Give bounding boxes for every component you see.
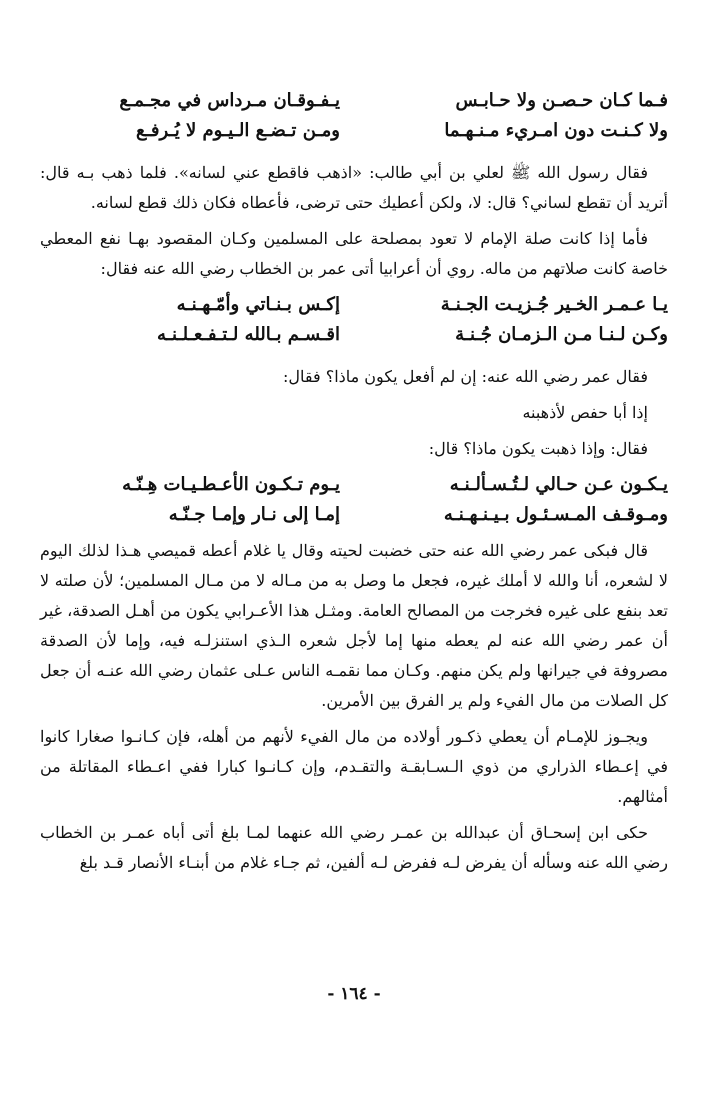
poem-block	[40, 290, 668, 350]
page-body	[40, 86, 668, 878]
verse-first-hemistich: ومـوقـف المـسـئـول بـيـنـهـنـه	[443, 504, 668, 525]
verse-second-hemistich: إكـس بـنـاتي وأمّـهـنـه	[176, 294, 340, 315]
paragraph: فأما إذا كانت صلة الإمام لا تعود بمصلحة على المسلمين وكـان المقصود بهـا نفع المعطي خاصة كانت صلاتهم من ماله. روي أن أعرابيا أتى عمر بن الخطاب رضي الله عنه فقال:	[40, 229, 668, 278]
verse-line	[40, 86, 668, 116]
paragraph: حكى ابن إسحـاق أن عبدالله بن عمـر رضي الله عنهما لمـا بلغ أتى أباه عمـر بن الخطاب رضي الله عنه وسأله أن يفرض لـه ففرض لـه ألفين، ثم جـاء غلام من أبنـاء الأنصار قـد بلغ	[40, 823, 668, 872]
verse-first-hemistich: وكـن لـنـا مـن الـزمـان جُـنـة	[455, 324, 668, 345]
verse-line	[40, 290, 668, 320]
verse-second-hemistich: ومـن تـضـع الـيـوم لا يُـرفـع	[136, 120, 340, 141]
verse-second-hemistich: اقـسـم بـالله لـتـفـعـلـنـه	[157, 324, 340, 345]
verse-line	[40, 116, 668, 146]
verse-line	[40, 500, 668, 530]
verse-first-hemistich: يـكـون عـن حـالي لـتُـسـألـنـه	[449, 474, 668, 495]
paragraph: فقال رسول الله ﷺ لعلي بن أبي طالب: «اذهب فاقطع عني لسانه». فلما ذهب بـه قال: أتريد أن تقطع لساني؟ قال: لا، ولكن أعطيك حتى ترضى، فأعطاه فكان ذلك قطع لسانه.	[40, 163, 668, 212]
verse-second-hemistich: إمـا إلى نـار وإمـا جـنّـه	[168, 504, 340, 525]
poem-block	[40, 86, 668, 146]
page-number: - ١٦٤ -	[327, 984, 381, 1004]
dialogue-line: إذا أبا حفص لأذهبنه	[522, 403, 648, 422]
verse-line	[40, 320, 668, 350]
paragraph: قال فبكى عمر رضي الله عنه حتى خضبت لحيته وقال يا غلام أعطه قميصي هـذا لذلك اليوم لا لشعره، أنا والله لا أملك غيره، فجعل ما وصل به من مـاله لا من مـال المسلمين؛ لأن صلته لا تعد بنفع على غيره فخرجت من المصالح العامة. ومثـل هذا الأعـرابي يكون من أهـل الصدقة، غير أن عمر رضي الله عنه لم يعطه منها إما لأجل شعره الـذي استنزلـه فيه، وإما لأن الصدقة مصروفة في جيرانها ولم يكن منهم. وكـان مما نقمـه الناس عـلى عثمان رضي الله عنـه أن جعل كل الصلات من مال الفيء ولم ير الفرق بين الأمرين.	[40, 541, 668, 710]
verse-first-hemistich: يـا عـمـر الخـير جُـزيـت الجـنـة	[440, 294, 668, 315]
dialogue-line: فقال عمر رضي الله عنه: إن لم أفعل يكون ماذا؟ فقال:	[282, 367, 648, 386]
verse-second-hemistich: يـوم تـكـون الأعـطـيـات هِـنّـه	[122, 474, 340, 495]
dialogue-line: فقال: وإذا ذهبت يكون ماذا؟ قال:	[428, 439, 648, 458]
verse-line	[40, 470, 668, 500]
poem-block	[40, 470, 668, 530]
paragraph: ويجـوز للإمـام أن يعطي ذكـور أولاده من مال الفيء لأنهم من أهله، فإن كـانـوا صغارا كانوا في إعـطاء الذراري من ذوي الـسـابقـة والتقـدم، وإن كـانـوا كبارا ففي اعـطاء المقاتلة من أمثالهم.	[40, 727, 668, 806]
verse-second-hemistich: يـفـوقـان مـرداس في مجـمـع	[119, 90, 340, 111]
verse-first-hemistich: ولا كـنـت دون امـريء مـنـهـما	[444, 120, 668, 141]
verse-first-hemistich: فـما كـان حـصـن ولا حـابـس	[455, 90, 668, 111]
